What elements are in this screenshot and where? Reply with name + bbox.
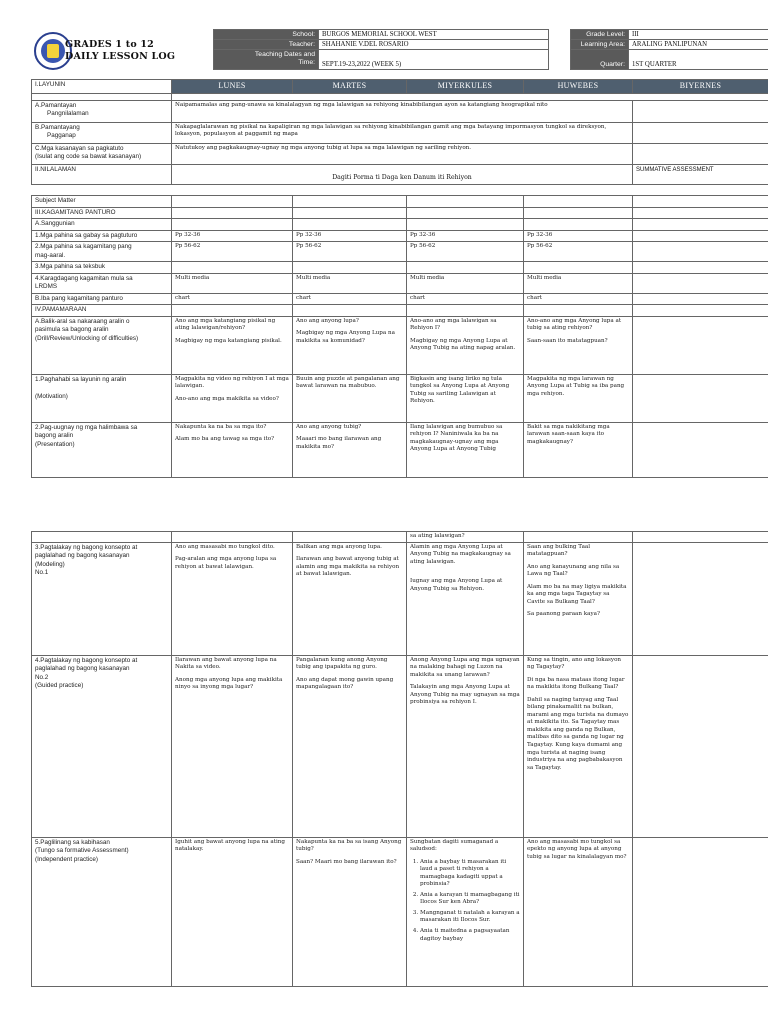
- iba-biyernes: [633, 293, 768, 305]
- sanggunian-label: A.Sanggunian: [32, 219, 172, 231]
- kasanayan-text: Natutukoy ang pagkakaugnay-ugnay ng mga anyong tubig at lupa sa mga lalawigan ng sariling rehiyon.: [172, 143, 633, 164]
- pang-lunes: Pp 56-62: [172, 242, 293, 262]
- iba-lunes: chart: [172, 293, 293, 305]
- iba-label: B.Iba pang kagamitang panturo: [32, 293, 172, 305]
- pang-huwebes: Pp 56-62: [524, 242, 633, 262]
- brand-title: GRADES 1 to 12: [65, 39, 154, 50]
- grade-level-label: Grade Level:: [571, 30, 629, 40]
- guided-huwebes: Kung sa tingin, ano ang lokasyon ng Tagaytay? Di nga ba nasa mataas itong lugar na makikita itong Bulkang Taal? Dahil sa naging tanyag ang Taal bilang pinakamaliit na bulkan, marami ang mga turista na dumayo at makikita ito. Sa Tagaytay mas makikita ang ganda ng Bulkan, malibas dito sa ganda ng lugar ng Tagaytay. Kung kaya dumami ang mga turista at naging isang industriya na ang pagbabakasyon sa Tagaytay.: [524, 655, 633, 837]
- carry-over-text: sa ating lalawigan?: [407, 532, 524, 543]
- gabay-lunes: Pp 32-36: [172, 230, 293, 242]
- motiv-huwebes: Magpakita ng mga larawan ng Anyong Lupa at Tubig sa iba pang mga rehiyon.: [524, 374, 633, 422]
- teks-huwebes: [524, 262, 633, 274]
- school-value: BURGOS MEMORIAL SCHOOL WEST: [319, 30, 549, 40]
- lesson-plan-table-continued: [31, 531, 768, 987]
- lesson-plan-table: [31, 79, 768, 185]
- lrdms-huwebes: Multi media: [524, 273, 633, 293]
- day-header-miyerkules: MIYERKULES: [407, 80, 524, 94]
- teks-miyerkules: [407, 262, 524, 274]
- nilalaman-label: II.NILALAMAN: [32, 164, 172, 184]
- paghahabi-label: 1.Paghahabi sa layunin ng aralin (Motivation): [32, 374, 172, 422]
- independent-martes: Nakapunta ka na ba sa isang Anyong tubig? Saan? Maari mo bang ilarawan ito?: [293, 837, 407, 986]
- balik-lunes: Ano ang mga katangiang pisikal ng ating lalawigan/rehiyon? Magbigay ng mga katangiang pisikal.: [172, 316, 293, 374]
- dates-value: SEPT.19-23,2022 (WEEK 5): [319, 50, 549, 70]
- present-biyernes: [633, 422, 768, 477]
- pamantayang-pagganap-label: B.Pamantayang Pagganap: [32, 122, 172, 143]
- school-label: School:: [214, 30, 319, 40]
- lrdms-biyernes: [633, 273, 768, 293]
- pang-martes: Pp 56-62: [293, 242, 407, 262]
- iba-huwebes: chart: [524, 293, 633, 305]
- subject-matter-label: Subject Matter: [32, 196, 172, 208]
- layunin-heading: I.LAYUNIN: [32, 80, 172, 94]
- balik-aral-label: A.Balik-aral sa nakaraang aralin o pasimula sa bagong aralin (Drill/Review/Unlocking of difficulties): [32, 316, 172, 374]
- present-miyerkules: Ilang lalawigan ang bumubuo sa rehiyon I? Naniniwala ka ba na magkakaugnay-ugnay ang mga Anyong Lupa at Anyong Tubig: [407, 422, 524, 477]
- modeling-martes: Balikan ang mga anyong lupa. Ilarawan ang bawat anyong tubig at alamin ang mga makikita sa rehiyon at bawat lalawigan.: [293, 542, 407, 655]
- kagamitang-panturo-label: III.KAGAMITANG PANTURO: [32, 207, 172, 219]
- day-header-lunes: LUNES: [172, 80, 293, 94]
- modeling-biyernes: [633, 542, 768, 655]
- motiv-biyernes: [633, 374, 768, 422]
- independent-lunes: Iguhit ang bawat anyong lupa na ating natalakay.: [172, 837, 293, 986]
- gabay-miyerkules: Pp 32-36: [407, 230, 524, 242]
- modeling-lunes: Ano ang masasabi mo tungkol dito. Pag-aralan ang mga anyong lupa sa rehiyon at bawat lalawigan.: [172, 542, 293, 655]
- dates-label: Teaching Dates and Time:: [214, 50, 319, 70]
- teksbuk-label: 3.Mga pahina sa teksbuk: [32, 262, 172, 274]
- guided-martes: Pangalanan kung anong Anyong tubig ang ipapakita ng guro. Ano ang dapat mong gawin upang mapangalagaan ito?: [293, 655, 407, 837]
- iba-martes: chart: [293, 293, 407, 305]
- balik-miyerkules: Ano-ano ang mga lalawigan sa Rehiyon I? Magbigay ng mga Anyong Lupa at Anyong Tubig na ating napag aralan.: [407, 316, 524, 374]
- learning-area-label: Learning Area:: [571, 40, 629, 50]
- grade-level-value: III: [629, 30, 768, 40]
- saludsod-list: [410, 859, 520, 943]
- lrdms-lunes: Multi media: [172, 273, 293, 293]
- pagtalakay-2-label: 4.Pagtalakay ng bagong konsepto at paglalahad ng bagong kasanayan No.2 (Guided practice): [32, 655, 172, 837]
- pamamaraan-label: IV.PAMAMARAAN: [32, 305, 172, 317]
- quarter-value: 1ST QUARTER: [629, 50, 768, 70]
- lrdms-label: 4.Karagdagang kagamitan mula sa LRDMS: [32, 273, 172, 293]
- list-item: 1. Ania a baybay ti masarakan iti laud a paset ti rehiyon a mamagbaga kadagiti uppat a probinsia?: [420, 859, 520, 889]
- independent-huwebes: Ano ang masasabi mo tungkol sa epekto ng anyong lupa at anyong tubig sa lugar na kinalalagyan mo?: [524, 837, 633, 986]
- present-lunes: Nakapunta ka na ba sa mga ito? Alam mo ba ang tawag sa mga ito?: [172, 422, 293, 477]
- lesson-log-header: [31, 29, 768, 74]
- header-info-table: [213, 29, 768, 70]
- gabay-biyernes: [633, 230, 768, 242]
- brand-subtitle: DAILY LESSON LOG: [65, 51, 176, 62]
- list-item: 2. Ania a karayan ti mamagbagang iti Ilocos Sur ken Abra?: [420, 892, 520, 907]
- day-header-martes: MARTES: [293, 80, 407, 94]
- balik-huwebes: Ano-ano ang mga Anyong lupa at tubig sa ating rehiyon? Saan-saan ito matatagpuan?: [524, 316, 633, 374]
- teacher-label: Teacher:: [214, 40, 319, 50]
- list-item: 3. Mangnganat ti natalah a karayan a masarakan iti Ilocos Sur.: [420, 910, 520, 925]
- kagamitang-pang-label: 2.Mga pahina sa kagamitang pang mag-aaral.: [32, 242, 172, 262]
- present-martes: Ano ang anyong tubig? Maaari mo bang ilarawan ang makikita mo?: [293, 422, 407, 477]
- pamantayang-pagganap-text: Nakapaglalarawan ng pisikal na kapaligiran ng mga lalawigan sa rehiyong kinabibilangan gamit ang mga batayang impormasyon tungkol sa direksyon, lokasyon, populasyon at paggamit ng mapa: [172, 122, 633, 143]
- gabay-huwebes: Pp 32-36: [524, 230, 633, 242]
- independent-biyernes: [633, 837, 768, 986]
- teks-martes: [293, 262, 407, 274]
- pagtalakay-1-label: 3.Pagtalakay ng bagong konsepto at paglalahad ng bagong kasanayan (Modeling) No.1: [32, 542, 172, 655]
- list-item: 4. Ania ti maitedna a pagsayaatan dagitoy baybay: [420, 928, 520, 943]
- modeling-miyerkules: Alamin ang mga Anyong Lupa at Anyong Tubig na magkakaugnay sa ating lalawigan. Iugnay ang mga Anyong Lupa at Anyong Tubig sa Rehiyon.: [407, 542, 524, 655]
- iba-miyerkules: chart: [407, 293, 524, 305]
- balik-biyernes: [633, 316, 768, 374]
- gabay-martes: Pp 32-36: [293, 230, 407, 242]
- teks-biyernes: [633, 262, 768, 274]
- guided-lunes: Ilarawan ang bawat anyong lupa na Nakita sa video. Anong mga anyong lupa ang makikita ninyo sa inyong mga lugar?: [172, 655, 293, 837]
- guided-miyerkules: Anong Anyong Lupa ang mga ugnayan na malaking bahagi ng Luzon na makikita sa unang larawan? Talakayin ang mga Anyong Lupa at Anyong Tubig na may ugnayan sa mga probinsiya sa rehiyon I.: [407, 655, 524, 837]
- summative-assessment: SUMMATIVE ASSESSMENT: [633, 164, 768, 184]
- kagamitan-table: [31, 195, 768, 478]
- motiv-martes: Buuin ang puzzle at pangalanan ang bawat larawan na mabubuo.: [293, 374, 407, 422]
- learning-area-value: ARALING PANLIPUNAN: [629, 40, 768, 50]
- day-header-biyernes: BIYERNES: [633, 80, 768, 94]
- pang-biyernes: [633, 242, 768, 262]
- motiv-lunes: Magpakita ng video ng rehiyon I at mga lalawigan. Ano-ano ang mga makikita sa video?: [172, 374, 293, 422]
- guided-biyernes: [633, 655, 768, 837]
- independent-miyerkules: Sungbatan dagiti sumaganad a saludsod: 1. Ania a baybay ti masarakan iti laud a paset ti rehiyon a mamagbaga kadagiti uppat a probinsia? 2. Ania a karayan ti mamagbagang iti Ilocos Sur ken Abra? 3. Mangnganat ti natalah a karayan a masarakan iti Ilocos Sur. 4. Ania ti maitedna a pagsayaatan dagitoy baybay: [407, 837, 524, 986]
- present-huwebes: Bakit sa mga nakikitang mga larawan saan-saan kaya ito magkakaugnay?: [524, 422, 633, 477]
- day-header-huwebes: HUWEBES: [524, 80, 633, 94]
- lrdms-martes: Multi media: [293, 273, 407, 293]
- pang-miyerkules: Pp 56-62: [407, 242, 524, 262]
- pamantayan-pangnilalaman-label: A.Pamantayan Pangnilalaman: [32, 100, 172, 122]
- teks-lunes: [172, 262, 293, 274]
- motiv-miyerkules: Bigkasin ang isang liriko ng tula tungkol sa Anyong Lupa at Anyong Tubig sa sariling Lalawigan at Rehiyon.: [407, 374, 524, 422]
- kasanayan-label: C.Mga kasanayan sa pagkatuto (Isulat ang code sa bawat kasanayan): [32, 143, 172, 164]
- nilalaman-text: Dagiti Porma ti Daga ken Danum iti Rehiyon: [172, 164, 633, 184]
- teacher-value: SHAHANIE V.DEL ROSARIO: [319, 40, 549, 50]
- gabay-label: 1.Mga pahina sa gabay sa pagtuturo: [32, 230, 172, 242]
- paglilinang-label: 5.Paglilinang sa kabihasan (Tungo sa formative Assessment) (Independent practice): [32, 837, 172, 986]
- modeling-huwebes: Saan ang bulking Taal matatagpuan? Ano ang kanayunang ang nila sa Lawa ng Taal? Alam mo ba na may ligiya makikita ka ang mga taga Tagaytay sa Cavite sa Bulkang Taal? Sa paanong paraan kaya?: [524, 542, 633, 655]
- pag-uugnay-label: 2.Pag-uugnay ng mga halimbawa sa bagong aralin (Presentation): [32, 422, 172, 477]
- quarter-label: Quarter:: [571, 50, 629, 70]
- pamantayan-pangnilalaman-text: Naipamamalas ang pang-unawa sa kinalalagyan ng mga lalawigan sa rehiyong kinabibilangan ayon sa katangiang heograpikal nito: [172, 100, 633, 122]
- lrdms-miyerkules: Multi media: [407, 273, 524, 293]
- balik-martes: Ano ang anyong lupa? Magbigay ng mga Anyong Lupa na makikita sa komunidad?: [293, 316, 407, 374]
